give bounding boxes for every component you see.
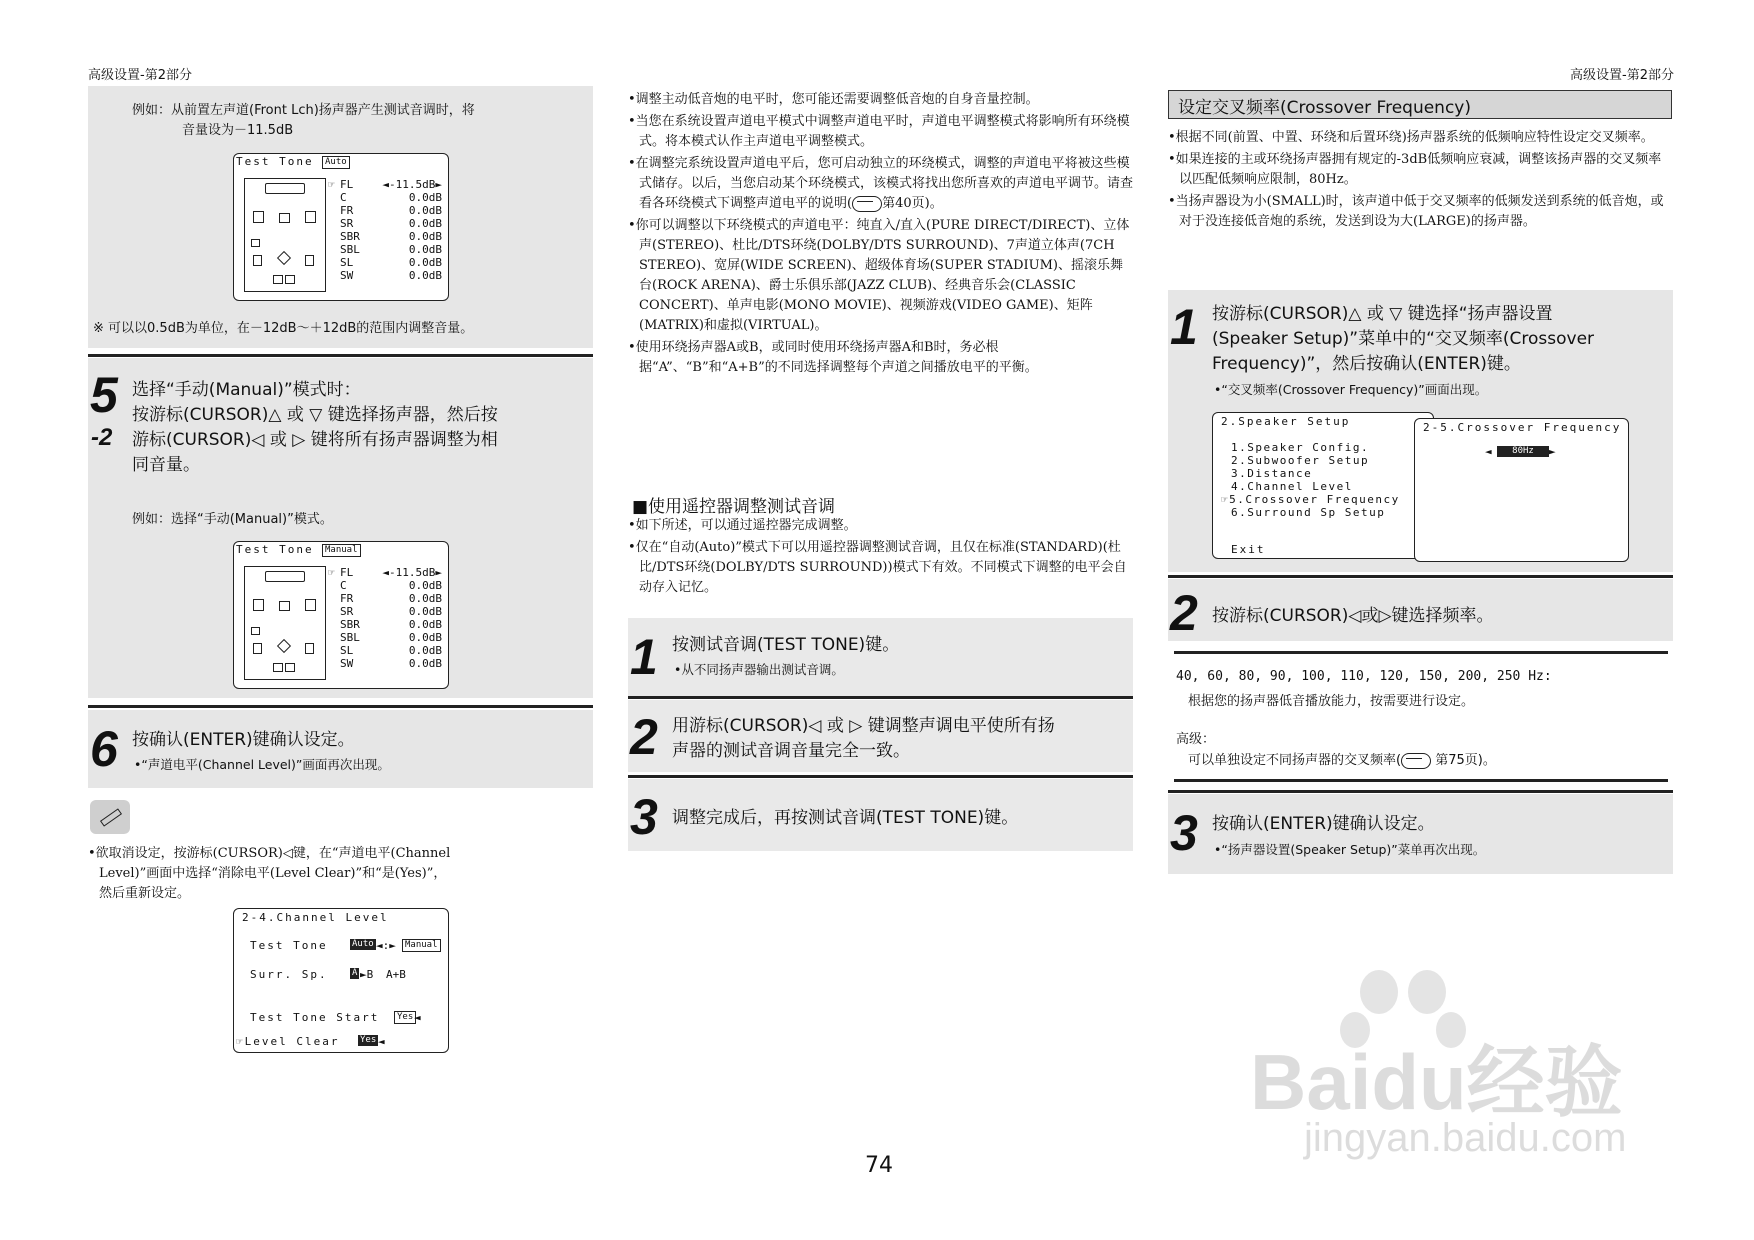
mode-tag: Auto (322, 156, 350, 169)
memo-line1: •欲取消设定，按游标(CURSOR)◁键，在“声道电平(Channel (88, 846, 451, 861)
menu-exit[interactable]: Exit (1231, 543, 1266, 556)
note-item: •如下所述，可以通过遥控器完成调整。 (628, 518, 857, 533)
channel-row[interactable] (330, 644, 442, 657)
mid-step2-line1: 用游标(CURSOR)◁ 或 ▷ 键调整声调电平使所有扬 (672, 716, 1055, 736)
screen-title: 2-4.Channel Level (242, 911, 389, 924)
divider (88, 354, 593, 357)
mid-step1-number: 1 (630, 629, 658, 685)
crossover-title: 设定交叉频率(Crossover Frequency) (1178, 98, 1472, 118)
channel-name: SBR (340, 230, 360, 243)
channel-value: 0.0dB (408, 191, 442, 204)
menu-item[interactable]: 3.Distance (1231, 467, 1313, 480)
test-tone-screen-auto (233, 153, 449, 301)
menu-item[interactable]: 2.Subwoofer Setup (1231, 454, 1370, 467)
notes-list (628, 90, 1133, 380)
right-step1-sub: •“交叉频率(Crossover Frequency)”画面出现。 (1214, 382, 1488, 397)
channel-value: 0.0dB (408, 269, 442, 282)
test-tone-screen-manual (233, 541, 449, 689)
channel-name: C (340, 191, 347, 204)
channel-value: 0.0dB (408, 657, 442, 670)
adjust-range-note: ※ 可以以0.5dB为单位，在－12dB～＋12dB的范围内调整音量。 (93, 321, 474, 336)
surr-b-option[interactable]: ►B (360, 968, 374, 981)
remote-section-title: ■使用遥控器调整测试音调 (632, 497, 836, 517)
advanced-text: 可以单独设定不同扬声器的交叉频率( 第75页)。 (1188, 753, 1496, 768)
channel-name: SL (340, 644, 354, 657)
crossover-popup (1414, 418, 1629, 562)
divider (88, 705, 593, 708)
channel-value: 0.0dB (408, 644, 442, 657)
frequency-options: 40, 60, 80, 90, 100, 110, 120, 150, 200, 250 Hz: (1176, 669, 1552, 684)
clear-yes-option[interactable]: Yes (360, 1035, 377, 1045)
channel-row[interactable] (330, 566, 442, 579)
popup-title: 2-5.Crossover Frequency (1423, 421, 1622, 434)
channel-row[interactable] (330, 230, 442, 243)
watermark-url: jingyan.baidu.com (1304, 1116, 1627, 1160)
level-clear-label: ☞Level Clear (236, 1035, 340, 1048)
channel-row[interactable] (330, 592, 442, 605)
channel-row[interactable] (330, 631, 442, 644)
pencil-icon (90, 800, 130, 834)
step5-line4: 同音量。 (132, 455, 200, 475)
channel-name: SBL (340, 243, 360, 256)
right-step3-sub: •“扬声器设置(Speaker Setup)”菜单再次出现。 (1214, 842, 1486, 857)
page-ref[interactable]: 第40页)。 (882, 196, 943, 211)
frequency-value: 80Hz (1497, 446, 1549, 457)
screen-title: Test Tone (236, 543, 314, 556)
mode-tag: Manual (322, 544, 361, 557)
note-item: •使用环绕扬声器A或B，或同时使用环绕扬声器A和B时，务必根据“A”、“B”和“A+B”的不同选择调整每个声道之间播放电平的平衡。 (628, 340, 1038, 375)
note-item: •在调整完系统设置声道电平后，您可启动独立的环绕模式，调整的声道电平将被这些模式储存。以后，当您启动某个环绕模式，该模式将找出您所喜欢的声道电平调节。请查看各环绕模式下调整声道电平的说明( 第40页)。 (628, 156, 1134, 211)
note-item: •当您在系统设置声道电平模式中调整声道电平时，声道电平调整模式将影响所有环绕模式。将本模式认作主声道电平调整模式。 (628, 114, 1130, 149)
mid-step1-line1: 按测试音调(TEST TONE)键。 (672, 635, 900, 655)
step5-line2: 按游标(CURSOR)△ 或 ▽ 键选择扬声器，然后按 (132, 405, 498, 425)
channel-row[interactable] (330, 191, 442, 204)
note-item: •仅在“自动(Auto)”模式下可以用遥控器调整测试音调，且仅在标准(STANDARD)(杜比/DTS环绕(DOLBY/DTS SURROUND))模式下有效。不同模式下调整的电平会自动存入记忆。 (628, 540, 1127, 595)
step5-number: 5 (90, 367, 118, 423)
channel-row[interactable] (330, 178, 442, 191)
right-step3-number: 3 (1170, 805, 1198, 861)
arrow-left-icon: ◄ (378, 1035, 385, 1048)
cursor-hand-icon: ☞ (328, 178, 335, 191)
example1-line2: 音量设为－11.5dB (182, 123, 294, 138)
step6-sub: •“声道电平(Channel Level)”画面再次出现。 (134, 757, 390, 772)
remote-notes (628, 516, 1133, 600)
surr-ab-option[interactable]: A+B (386, 968, 406, 981)
menu-title: 2.Speaker Setup (1221, 415, 1351, 428)
mid-step1-sub: •从不同扬声器输出测试音调。 (674, 662, 844, 677)
right-step1-line2: (Speaker Setup)”菜单中的“交叉频率(Crossover (1212, 329, 1595, 349)
memo-line3: 然后重新设定。 (99, 886, 191, 901)
page-ref[interactable]: 第75页)。 (1435, 753, 1496, 768)
channel-name: SBL (340, 631, 360, 644)
channel-name: SW (340, 269, 354, 282)
header-left: 高级设置-第2部分 (88, 68, 192, 83)
channel-value: 0.0dB (408, 217, 442, 230)
channel-value: 0.0dB (408, 230, 442, 243)
right-step2-line1: 按游标(CURSOR)◁或▷键选择频率。 (1212, 606, 1494, 626)
mid-step2-line2: 声器的测试音调音量完全一致。 (672, 741, 910, 761)
cursor-hand-icon: ☞ (328, 566, 335, 579)
right-step2-number: 2 (1170, 585, 1198, 641)
speaker-layout-icon (244, 566, 326, 680)
channel-row[interactable] (330, 217, 442, 230)
right-step1-line1: 按游标(CURSOR)△ 或 ▽ 键选择“扬声器设置 (1212, 304, 1553, 324)
note-item: •根据不同(前置、中置、环绕和后置环绕)扬声器系统的低频响应特性设定交叉频率。 (1168, 130, 1654, 145)
channel-row[interactable] (330, 605, 442, 618)
channel-name: SR (340, 217, 354, 230)
channel-row[interactable] (330, 243, 442, 256)
channel-name: FL (340, 566, 354, 579)
note-item: •调整主动低音炮的电平时，您可能还需要调整低音炮的自身音量控制。 (628, 92, 1039, 107)
channel-value: ◄-11.5dB► (382, 178, 442, 191)
divider (628, 775, 1133, 778)
test-tone-start-label: Test Tone Start (250, 1011, 380, 1024)
arrow-right-icon[interactable]: ► (1549, 445, 1556, 458)
menu-item[interactable]: 1.Speaker Config. (1231, 441, 1370, 454)
channel-name: FR (340, 204, 354, 217)
right-step1-number: 1 (1170, 299, 1198, 355)
step5-line1: 选择“手动(Manual)”模式时： (132, 380, 361, 400)
channel-value: 0.0dB (408, 618, 442, 631)
divider (1174, 651, 1668, 654)
mid-step2-number: 2 (630, 709, 658, 765)
channel-row[interactable] (330, 269, 442, 282)
mid-step3-line1: 调整完成后，再按测试音调(TEST TONE)键。 (672, 808, 1019, 828)
example1-line1: 例如：从前置左声道(Front Lch)扬声器产生测试音调时，将 (132, 103, 475, 118)
divider (1168, 575, 1673, 578)
baidu-watermark (1250, 970, 1690, 1170)
page-number: 74 (865, 1153, 893, 1178)
step5-suffix: -2 (91, 424, 113, 451)
manual-option[interactable]: Manual (402, 939, 441, 952)
step6-line1: 按确认(ENTER)键确认设定。 (132, 730, 355, 750)
channel-value: 0.0dB (408, 579, 442, 592)
channel-value: 0.0dB (408, 243, 442, 256)
menu-item[interactable]: ☞5.Crossover Frequency (1221, 493, 1400, 506)
header-right: 高级设置-第2部分 (1570, 68, 1674, 83)
speaker-setup-menu (1212, 412, 1434, 559)
channel-row[interactable] (330, 204, 442, 217)
menu-item[interactable]: 6.Surround Sp Setup (1231, 506, 1386, 519)
memo-line2: Level)”画面中选择“消除电平(Level Clear)”和“是(Yes)”， (99, 866, 447, 881)
step5-example: 例如：选择“手动(Manual)”模式。 (132, 512, 333, 527)
channel-row[interactable] (330, 256, 442, 269)
arrow-left-icon[interactable]: ◄ (1485, 445, 1492, 458)
channel-value: 0.0dB (408, 631, 442, 644)
channel-name: SR (340, 605, 354, 618)
right-step3-line1: 按确认(ENTER)键确认设定。 (1212, 814, 1435, 834)
reference-hand-icon (1401, 753, 1431, 769)
frequency-note: 根据您的扬声器低音播放能力，按需要进行设定。 (1188, 694, 1475, 709)
channel-name: C (340, 579, 347, 592)
channel-value: 0.0dB (408, 256, 442, 269)
divider (628, 696, 1133, 699)
advanced-label: 高级： (1176, 732, 1216, 747)
auto-option[interactable]: Auto (352, 939, 374, 949)
note-item: •你可以调整以下环绕模式的声道电平：纯直入/直入(PURE DIRECT/DIRECT)、立体声(STEREO)、杜比/DTS环绕(DOLBY/DTS SURROUND)、7声道立体声(7CH STEREO)、宽屏(WIDE SCREEN)、超级体育场(SUPER STADIUM)、摇滚乐舞台(ROCK ARENA)、爵士乐俱乐部(JAZZ CLUB)、经典音乐会(CLASSIC CONCERT)、单声电影(MONO MOVIE)、视频游戏(VIDEO GAME)、矩阵(MATRIX)和虚拟(VIRTUAL)。 (628, 218, 1130, 333)
channel-name: SBR (340, 618, 360, 631)
arrow-left-icon: ◄ (414, 1011, 421, 1024)
step5-line3: 游标(CURSOR)◁ 或 ▷ 键将所有扬声器调整为相 (132, 430, 498, 450)
reference-hand-icon (852, 196, 882, 212)
channel-row[interactable] (330, 579, 442, 592)
channel-value: 0.0dB (408, 592, 442, 605)
test-tone-label: Test Tone (250, 939, 328, 952)
watermark-brand: Baidu经验 (1250, 1038, 1623, 1126)
channel-level-screen (233, 908, 449, 1053)
menu-item[interactable]: 4.Channel Level (1231, 480, 1353, 493)
surr-a-option[interactable]: A (352, 968, 358, 978)
crossover-notes (1168, 128, 1673, 234)
channel-row[interactable] (330, 657, 442, 670)
screen-title: Test Tone (236, 155, 314, 168)
divider (1168, 790, 1673, 793)
option-separator: ◄:► (376, 939, 396, 952)
channel-value: ◄-11.5dB► (382, 566, 442, 579)
speaker-layout-icon (244, 178, 326, 292)
channel-name: SL (340, 256, 354, 269)
divider (1174, 779, 1668, 782)
note-item: •当扬声器设为小(SMALL)时，该声道中低于交叉频率的低频发送到系统的低音炮，或对于没连接低音炮的系统，发送到设为大(LARGE)的扬声器。 (1168, 194, 1664, 229)
channel-row[interactable] (330, 618, 442, 631)
right-step1-line3: Frequency)”，然后按确认(ENTER)键。 (1212, 354, 1521, 374)
start-yes-option[interactable]: Yes (394, 1011, 416, 1024)
surround-sp-label: Surr. Sp. (250, 968, 328, 981)
mid-step3-number: 3 (630, 789, 658, 845)
channel-name: SW (340, 657, 354, 670)
channel-value: 0.0dB (408, 204, 442, 217)
channel-name: FL (340, 178, 354, 191)
note-item: •如果连接的主或环绕扬声器拥有规定的-3dB低频响应衰减，调整该扬声器的交叉频率以匹配低频响应限制，80Hz。 (1168, 152, 1662, 187)
channel-value: 0.0dB (408, 605, 442, 618)
channel-name: FR (340, 592, 354, 605)
step6-number: 6 (90, 721, 118, 777)
